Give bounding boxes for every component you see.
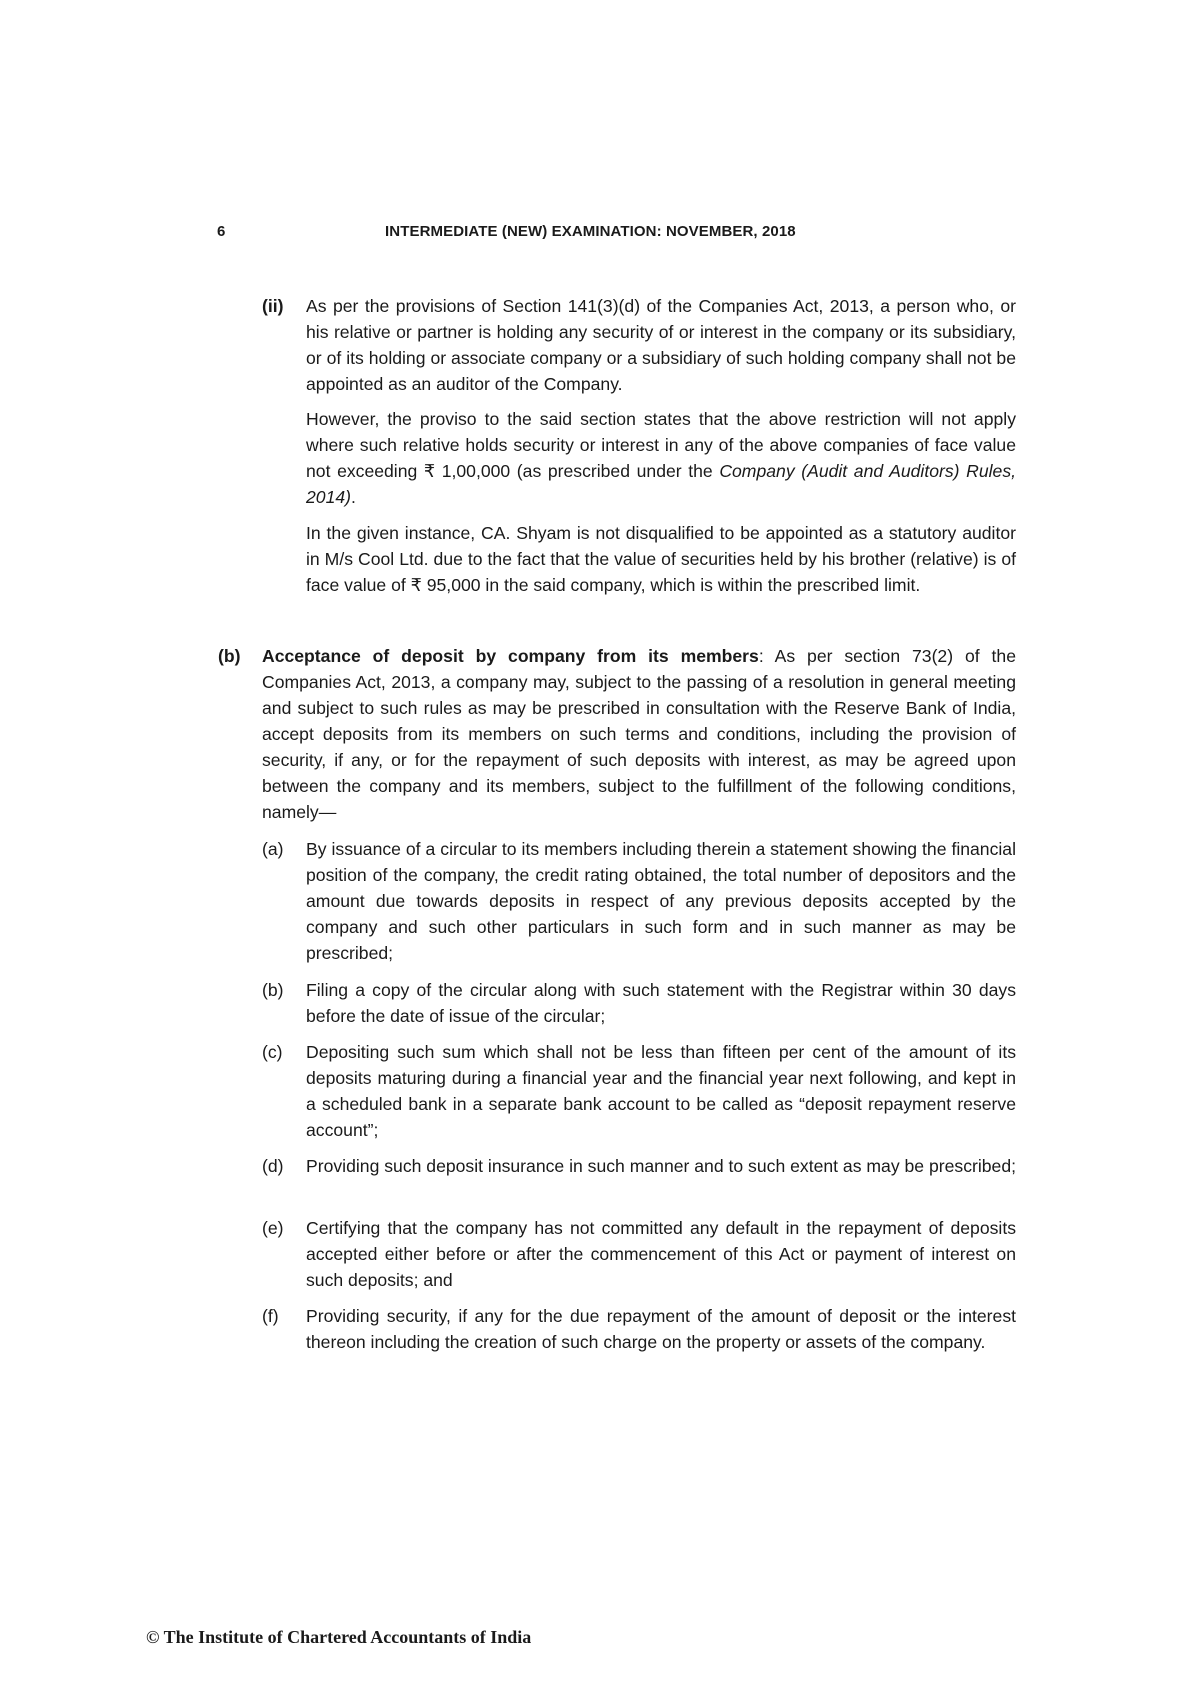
list-item-label: (b): [262, 980, 284, 1000]
item-label-ii: (ii): [262, 296, 284, 316]
list-item-label: (f): [262, 1306, 279, 1326]
list-item-text: Filing a copy of the circular along with such statement with the Registrar within 30 days before the date of issue of the circular;: [306, 980, 1016, 1026]
section-heading: Acceptance of deposit by company from its members: [262, 646, 759, 666]
running-header: INTERMEDIATE (NEW) EXAMINATION: NOVEMBER, 2018: [385, 223, 796, 240]
rules-citation: Company (Audit and Auditors) Rules, 2014): [306, 461, 1016, 507]
list-item-text: By issuance of a circular to its members including therein a statement showing the financial position of the company, the credit rating obtained, the total number of depositors and the amount due towards deposits in respect of any previous deposits accepted by the company and such other particulars in such form and in such manner as may be prescribed;: [306, 839, 1016, 963]
list-item-label: (e): [262, 1218, 284, 1238]
page-number: 6: [217, 223, 226, 240]
paragraph-ii-3: In the given instance, CA. Shyam is not disqualified to be appointed as a statutory auditor in M/s Cool Ltd. due to the fact that the value of securities held by his brother (relative) is of face value of ₹ 95,000 in the said company, which is within the prescribed limit.: [306, 523, 1016, 595]
paragraph-b-body: : As per section 73(2) of the Companies Act, 2013, a company may, subject to the passing of a resolution in general meeting and subject to such rules as may be prescribed in consultation with the Reserve Bank of India, accept deposits from its members on such terms and conditions, including the provision of security, if any, or for the repayment of such deposits with interest, as may be agreed upon between the company and its members, subject to the fulfillment of the following conditions, namely—: [262, 646, 1016, 822]
list-item-label: (a): [262, 839, 284, 859]
item-label-b: (b): [218, 646, 241, 666]
copyright-footer: © The Institute of Chartered Accountants of India: [146, 1627, 532, 1647]
list-item-label: (c): [262, 1042, 283, 1062]
paragraph-ii-2: [306, 406, 1016, 510]
paragraph-ii-2-tail: .: [351, 487, 356, 507]
list-item-label: (d): [262, 1156, 284, 1176]
list-item-text: Providing security, if any for the due repayment of the amount of deposit or the interest thereon including the creation of such charge on the property or assets of the company.: [306, 1306, 1016, 1352]
list-item-text: Depositing such sum which shall not be less than fifteen per cent of the amount of its deposits maturing during a financial year and the financial year next following, and kept in a scheduled bank in a separate bank account to be called as “deposit repayment reserve account”;: [306, 1042, 1016, 1140]
paragraph-b: [262, 643, 1016, 825]
paragraph-ii-2-lead: However, the proviso to the said section states that the above restriction will not apply where such relative holds security or interest in any of the above companies of face value not exceeding ₹ 1,00,000 (as prescribed under the: [306, 409, 1016, 481]
paragraph-ii-1: As per the provisions of Section 141(3)(d) of the Companies Act, 2013, a person who, or his relative or partner is holding any security of or interest in the company or its subsidiary, or of its holding or associate company or a subsidiary of such holding company shall not be appointed as an auditor of the Company.: [306, 296, 1016, 394]
list-item-text: Providing such deposit insurance in such manner and to such extent as may be prescribed;: [306, 1156, 1017, 1176]
list-item-text: Certifying that the company has not committed any default in the repayment of deposits accepted either before or after the commencement of this Act or payment of interest on such deposits; and: [306, 1218, 1016, 1290]
